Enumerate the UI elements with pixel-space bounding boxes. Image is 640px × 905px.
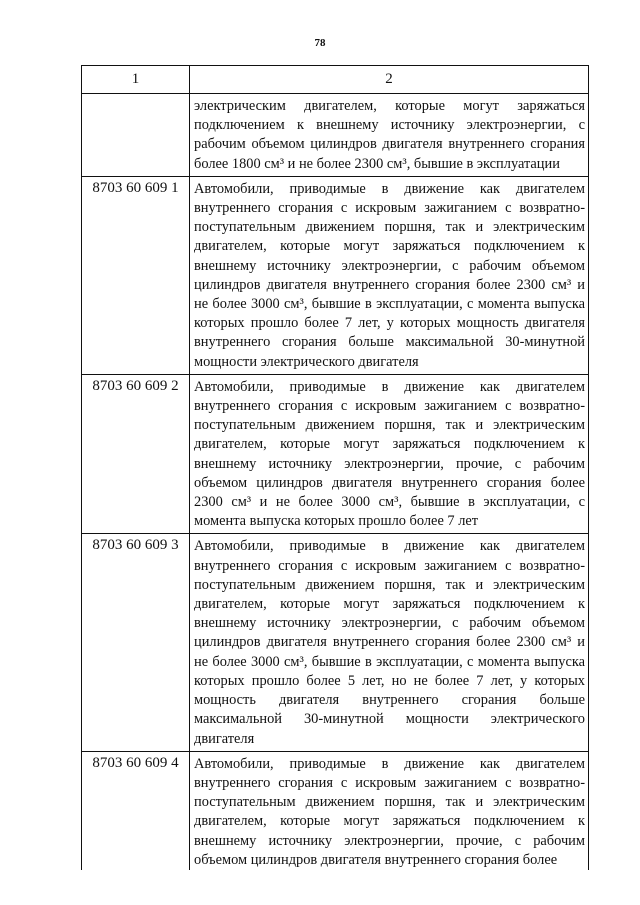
- code-cell: 8703 60 609 4: [82, 751, 190, 870]
- table-row: [82, 751, 589, 870]
- code-cell: 8703 60 609 1: [82, 176, 190, 374]
- table-row: [82, 176, 589, 374]
- description-cell: Автомобили, приводимые в движение как двигателем внутреннего сгорания с искровым зажиганием с возвратно-поступательным движением поршня, так и электрическим двигателем, которые могут заряжаться подключением к внешнему источнику электроэнергии, с рабочим объемом цилиндров двигателя внутреннего сгорания более 2300 см³ и не более 3000 см³, бывшие в эксплуатации, с момента выпуска которых прошло более 7 лет, у которых мощность двигателя внутреннего сгорания больше максимальной 30-минутной мощности электрического двигателя: [190, 176, 589, 374]
- description-cell: Автомобили, приводимые в движение как двигателем внутреннего сгорания с искровым зажиганием с возвратно-поступательным движением поршня, так и электрическим двигателем, которые могут заряжаться подключением к внешнему источнику электроэнергии, прочие, с рабочим объемом цилиндров двигателя внутреннего сгорания более 2300 см³ и не более 3000 см³, бывшие в эксплуатации, с момента выпуска которых прошло более 7 лет: [190, 374, 589, 534]
- tariff-table: [81, 65, 589, 870]
- code-cell: 8703 60 609 3: [82, 534, 190, 751]
- column-header-2: 2: [190, 66, 589, 94]
- table-row: [82, 534, 589, 751]
- code-cell: [82, 94, 190, 177]
- description-cell: электрическим двигателем, которые могут заряжаться подключением к внешнему источнику электроэнергии, с рабочим объемом цилиндров двигателя внутреннего сгорания более 1800 см³ и не более 2300 см³, бывшие в эксплуатации: [190, 94, 589, 177]
- table-header-row: [82, 66, 589, 94]
- table-row: [82, 374, 589, 534]
- page-number: 78: [314, 37, 326, 49]
- description-cell: Автомобили, приводимые в движение как двигателем внутреннего сгорания с искровым зажиганием с возвратно-поступательным движением поршня, так и электрическим двигателем, которые могут заряжаться подключением к внешнему источнику электроэнергии, прочие, с рабочим объемом цилиндров двигателя внутреннего сгорания более: [190, 751, 589, 870]
- table-row: [82, 94, 589, 177]
- column-header-1: 1: [82, 66, 190, 94]
- code-cell: 8703 60 609 2: [82, 374, 190, 534]
- description-cell: Автомобили, приводимые в движение как двигателем внутреннего сгорания с искровым зажиганием с возвратно-поступательным движением поршня, так и электрическим двигателем, которые могут заряжаться подключением к внешнему источнику электроэнергии, с рабочим объемом цилиндров двигателя внутреннего сгорания более 2300 см³ и не более 3000 см³, бывшие в эксплуатации, с момента выпуска которых прошло более 5 лет, но не более 7 лет, у которых мощность двигателя внутреннего сгорания больше максимальной 30-минутной мощности электрического двигателя: [190, 534, 589, 751]
